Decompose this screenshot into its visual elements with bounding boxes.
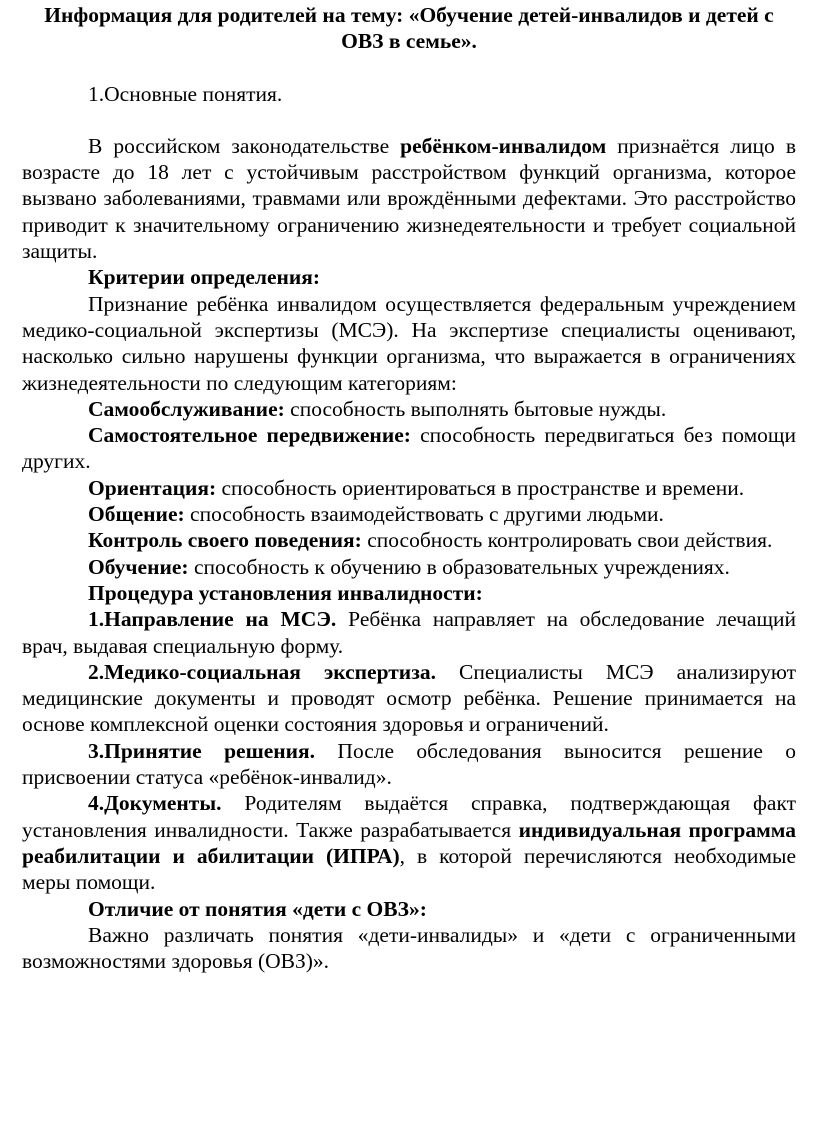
category-term: Самообслуживание: — [88, 396, 285, 421]
category-item — [22, 554, 796, 580]
step-desc: После обследования выносится решение о присвоении статуса «ребёнок-инвалид». — [22, 738, 796, 790]
procedure-step — [22, 606, 796, 659]
intro-term: ребёнком-инвалидом — [400, 133, 607, 158]
criteria-heading: Критерии определения: — [88, 265, 321, 290]
intro-text-1: В российском законодательстве — [88, 133, 401, 158]
category-desc: способность взаимодействовать с другими людьми. — [184, 502, 664, 527]
step-term: 3.Принятие решения. — [88, 738, 316, 763]
category-item — [22, 396, 796, 422]
category-desc: способность к обучению в образовательных учреждениях. — [188, 554, 730, 579]
step-term: 2.Медико-социальная экспертиза. — [88, 659, 436, 684]
category-term: Контроль своего поведения: — [88, 528, 362, 553]
document-title: Информация для родителей на тему: «Обучение детей-инвалидов и детей с ОВЗ в семье». — [44, 3, 774, 54]
category-term: Ориентация: — [88, 475, 217, 500]
category-term: Общение: — [88, 502, 185, 527]
category-item — [22, 422, 796, 475]
criteria-paragraph: Признание ребёнка инвалидом осуществляется федеральным учреждением медико-социальной экспертизы (МСЭ). На экспертизе специалисты оценивают, насколько сильно нарушены функции организма, что выражается в ограничениях жизнедеятельности по следующим категориям: — [22, 291, 796, 395]
intro-paragraph — [22, 133, 796, 264]
category-desc: способность передвигаться без помощи других. — [22, 423, 796, 474]
category-desc: способность выполнять бытовые нужды. — [284, 396, 667, 421]
category-term: Самостоятельное передвижение: — [88, 423, 411, 448]
difference-paragraph: Важно различать понятия «дети-инвалиды» и «дети с ограниченными возможностями здоровья (ОВЗ)». — [22, 922, 796, 974]
category-term: Обучение: — [88, 554, 189, 579]
procedure-step — [22, 738, 796, 791]
procedure-heading: Процедура установления инвалидности: — [88, 580, 483, 605]
step-desc: Родителям выдаётся справка, подтверждающая факт установления инвалидности. Также разрабатывается — [22, 791, 796, 842]
procedure-step — [22, 659, 796, 738]
category-item — [22, 475, 796, 501]
difference-heading: Отличие от понятия «дети с ОВЗ»: — [88, 896, 427, 921]
step-desc: Ребёнка направляет на обследование лечащий врач, выдавая специальную форму. — [22, 607, 797, 658]
category-item — [22, 501, 796, 527]
step-term: 1.Направление на МСЭ. — [88, 607, 337, 632]
step-desc: Специалисты МСЭ анализируют медицинские документы и проводят осмотр ребёнка. Решение принимается на основе комплексной оценки состояния здоровья и ограничений. — [22, 659, 796, 737]
step-desc-end: , в которой перечисляются необходимые меры помощи. — [22, 843, 796, 895]
ipra-term: индивидуальная программа реабилитации и абилитации (ИПРА) — [22, 817, 796, 868]
procedure-step — [22, 790, 796, 895]
intro-text-2: признаётся лицо в возрасте до 18 лет с устойчивым расстройством функций организма, которое вызвано заболеваниями, травмами или врождёнными дефектами. Это расстройство приводит к значительному ограничению жизнедеятельности и требует социальной защиты. — [22, 133, 796, 264]
step-term: 4.Документы. — [88, 791, 222, 816]
category-desc: способность контролировать свои действия. — [361, 528, 773, 553]
section-heading: 1.Основные понятия. — [88, 81, 283, 106]
category-desc: способность ориентироваться в пространстве и времени. — [216, 475, 745, 500]
category-item — [22, 527, 796, 553]
